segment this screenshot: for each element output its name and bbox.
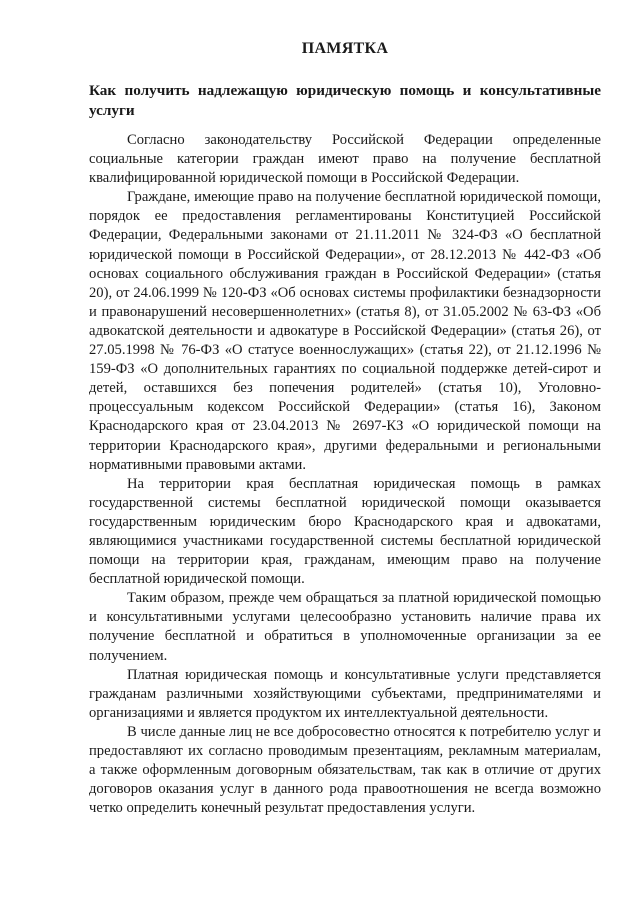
document-subtitle: Как получить надлежащую юридическую помощь и консультативные услуги — [89, 82, 601, 119]
paragraph-1: Согласно законодательству Российской Федерации определенные социальные категории граждан имеют право на получение бесплатной квалифицированной юридической помощи в Российской Федерации. — [89, 132, 601, 187]
paragraph-5: Платная юридическая помощь и консультативные услуги представляется гражданам различными хозяйствующими субъектами, предпринимателями и организациями и является продуктом их интеллектуальной деятельности. — [89, 666, 601, 721]
paragraph-4: Таким образом, прежде чем обращаться за платной юридической помощью и консультативными услугами целесообразно установить наличие права их получение бесплатной и обратиться в уполномоченные организации за ее получением. — [89, 590, 601, 664]
paragraph-6: В числе данные лиц не все добросовестно относятся к потребителю услуг и предоставляют их согласно проводимым презентациям, рекламным материалам, а также оформленным договорным обязательствам, так как в отличие от других договоров оказания услуг в данного рода правоотношения не всегда возможно четко определить конечный результат предоставления услуги. — [89, 723, 601, 817]
document-title: ПАМЯТКА — [301, 40, 389, 57]
paragraph-3: На территории края бесплатная юридическая помощь в рамках государственной системы бесплатной юридической помощи оказывается государственным юридическим бюро Краснодарского края и адвокатами, являющимися участниками государственной системы бесплатной юридической помощи на территории края, гражданам, имеющим право на получение бесплатной юридической помощи. — [89, 475, 601, 588]
document-page — [89, 38, 601, 818]
paragraph-2: Граждане, имеющие право на получение бесплатной юридической помощи, порядок ее предоставления регламентированы Конституцией Российской Федерации, Федеральными законами от 21.11.2011 № 324-ФЗ «О бесплатной юридической помощи в Российской Федерации», от 28.12.2013 № 442-ФЗ «Об основах социального обслуживания граждан в Российской Федерации» (статья 20), от 24.06.1999 № 120-ФЗ «Об основах системы профилактики безнадзорности и правонарушений несовершеннолетних» (статья 8), от 31.05.2002 № 63-ФЗ «Об адвокатской деятельности и адвокатуре в Российской Федерации» (статья 26), от 27.05.1998 № 76-ФЗ «О статусе военнослужащих» (статья 22), от 21.12.1996 № 159-ФЗ «О дополнительных гарантиях по социальной поддержке детей-сирот и детей, оставшихся без попечения родителей» (статья 10), Уголовно-процессуальным кодексом Российской Федерации» (статья 16), Законом Краснодарского края от 23.04.2013 № 2697-КЗ «О юридической помощи на территории Краснодарского края», другими федеральными и региональными нормативными правовыми актами. — [89, 189, 601, 473]
